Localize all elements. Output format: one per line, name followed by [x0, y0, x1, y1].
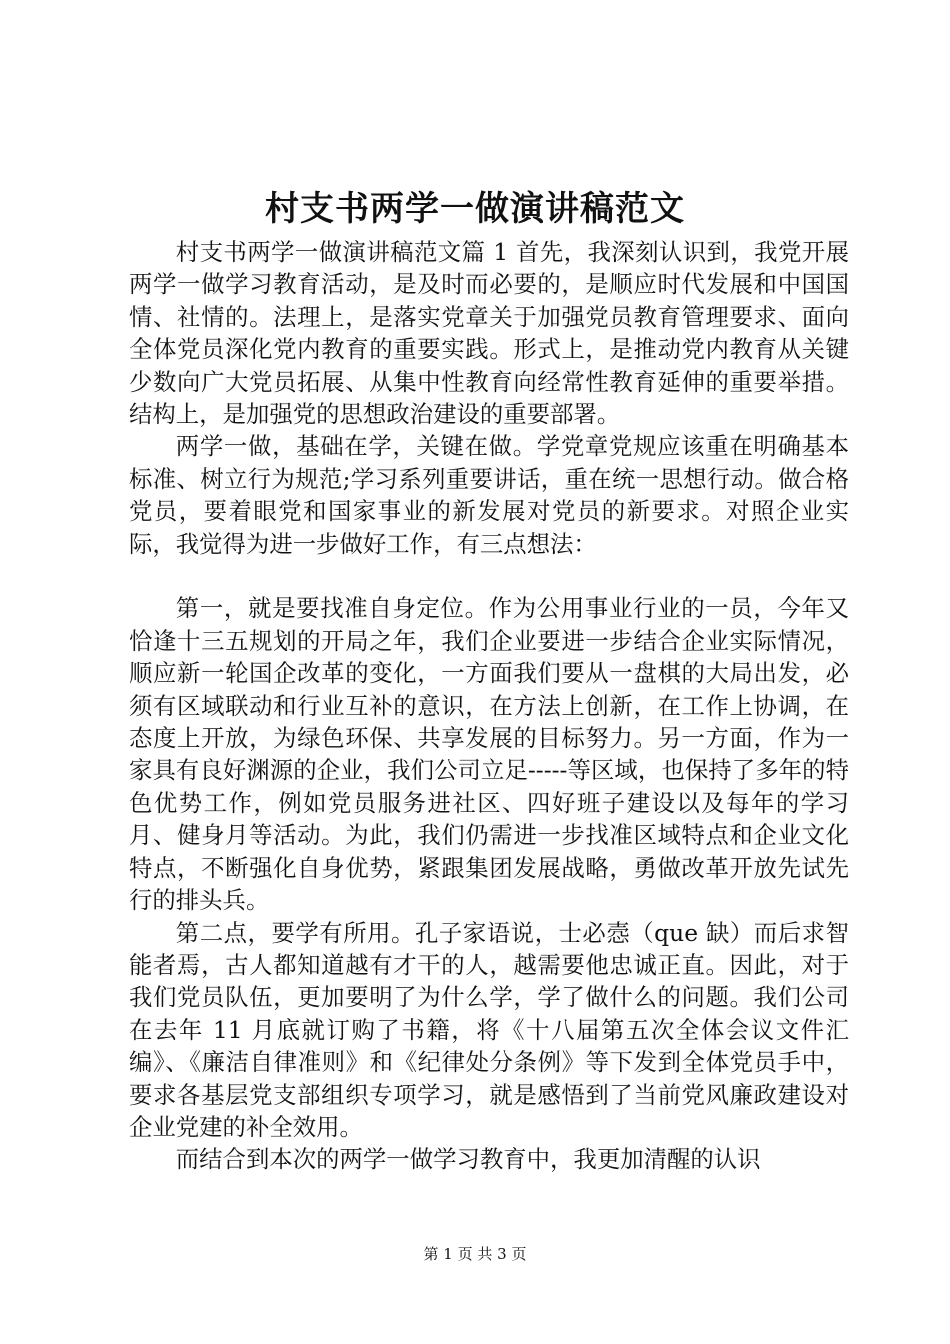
- paragraph-continuation: 而结合到本次的两学一做学习教育中，我更加清醒的认识: [175, 1145, 761, 1174]
- page-footer: 第 1 页 共 3 页: [423, 1245, 527, 1263]
- paragraph-point-two: 第二点，要学有所用。孔子家语说，士必悫（que 缺）而后求智能者焉，古人都知道越有才干的人，越需要他忠诚正直。因此，对于我们党员队伍，更加要明了为什么学，学了做什么的问题。我们公司在去年 11 月底就订购了书籍，将《十八届第五次全体会议文件汇编》、《廉洁自律准则》和《纪律处分条例》等下发到全体党员手中，要求各基层党支部组织专项学习，就是感悟到了当前党风廉政建设对企业党建的补全效用。: [129, 918, 849, 1141]
- paragraph-intro: 村支书两学一做演讲稿范文篇 1 首先，我深刻认识到，我党开展两学一做学习教育活动，是及时而必要的，是顺应时代发展和中国国情、社情的。法理上，是落实党章关于加强党员教育管理要求、面向全体党员深化党内教育的重要实践。形式上，是推动党内教育从关键少数向广大党员拓展、从集中性教育向经常性教育延伸的重要举措。结构上，是加强党的思想政治建设的重要部署。: [129, 238, 849, 429]
- paragraph-spacer: [129, 560, 849, 592]
- document-body: [129, 236, 849, 1176]
- paragraph-point-one: 第一，就是要找准自身定位。作为公用事业行业的一员，今年又恰逢十三五规划的开局之年，我们企业要进一步结合企业实际情况，顺应新一轮国企改革的变化，一方面我们要从一盘棋的大局出发，必须有区域联动和行业互补的意识，在方法上创新，在工作上协调，在态度上开放，为绿色环保、共享发展的目标努力。另一方面，作为一家具有良好渊源的企业，我们公司立足-----等区域，也保持了多年的特色优势工作，例如党员服务进社区、四好班子建设以及每年的学习月、健身月等活动。为此，我们仍需进一步找准区域特点和企业文化特点，不断强化自身优势，紧跟集团发展战略，勇做改革开放先试先行的排头兵。: [129, 594, 849, 915]
- document-title: 村支书两学一做演讲稿范文: [265, 189, 685, 229]
- paragraph-learning-doing: 两学一做，基础在学，关键在做。学党章党规应该重在明确基本标准、树立行为规范;学习系列重要讲话，重在统一思想行动。做合格党员，要着眼党和国家事业的新发展对党员的新要求。对照企业实际，我觉得为进一步做好工作，有三点想法：: [129, 432, 849, 558]
